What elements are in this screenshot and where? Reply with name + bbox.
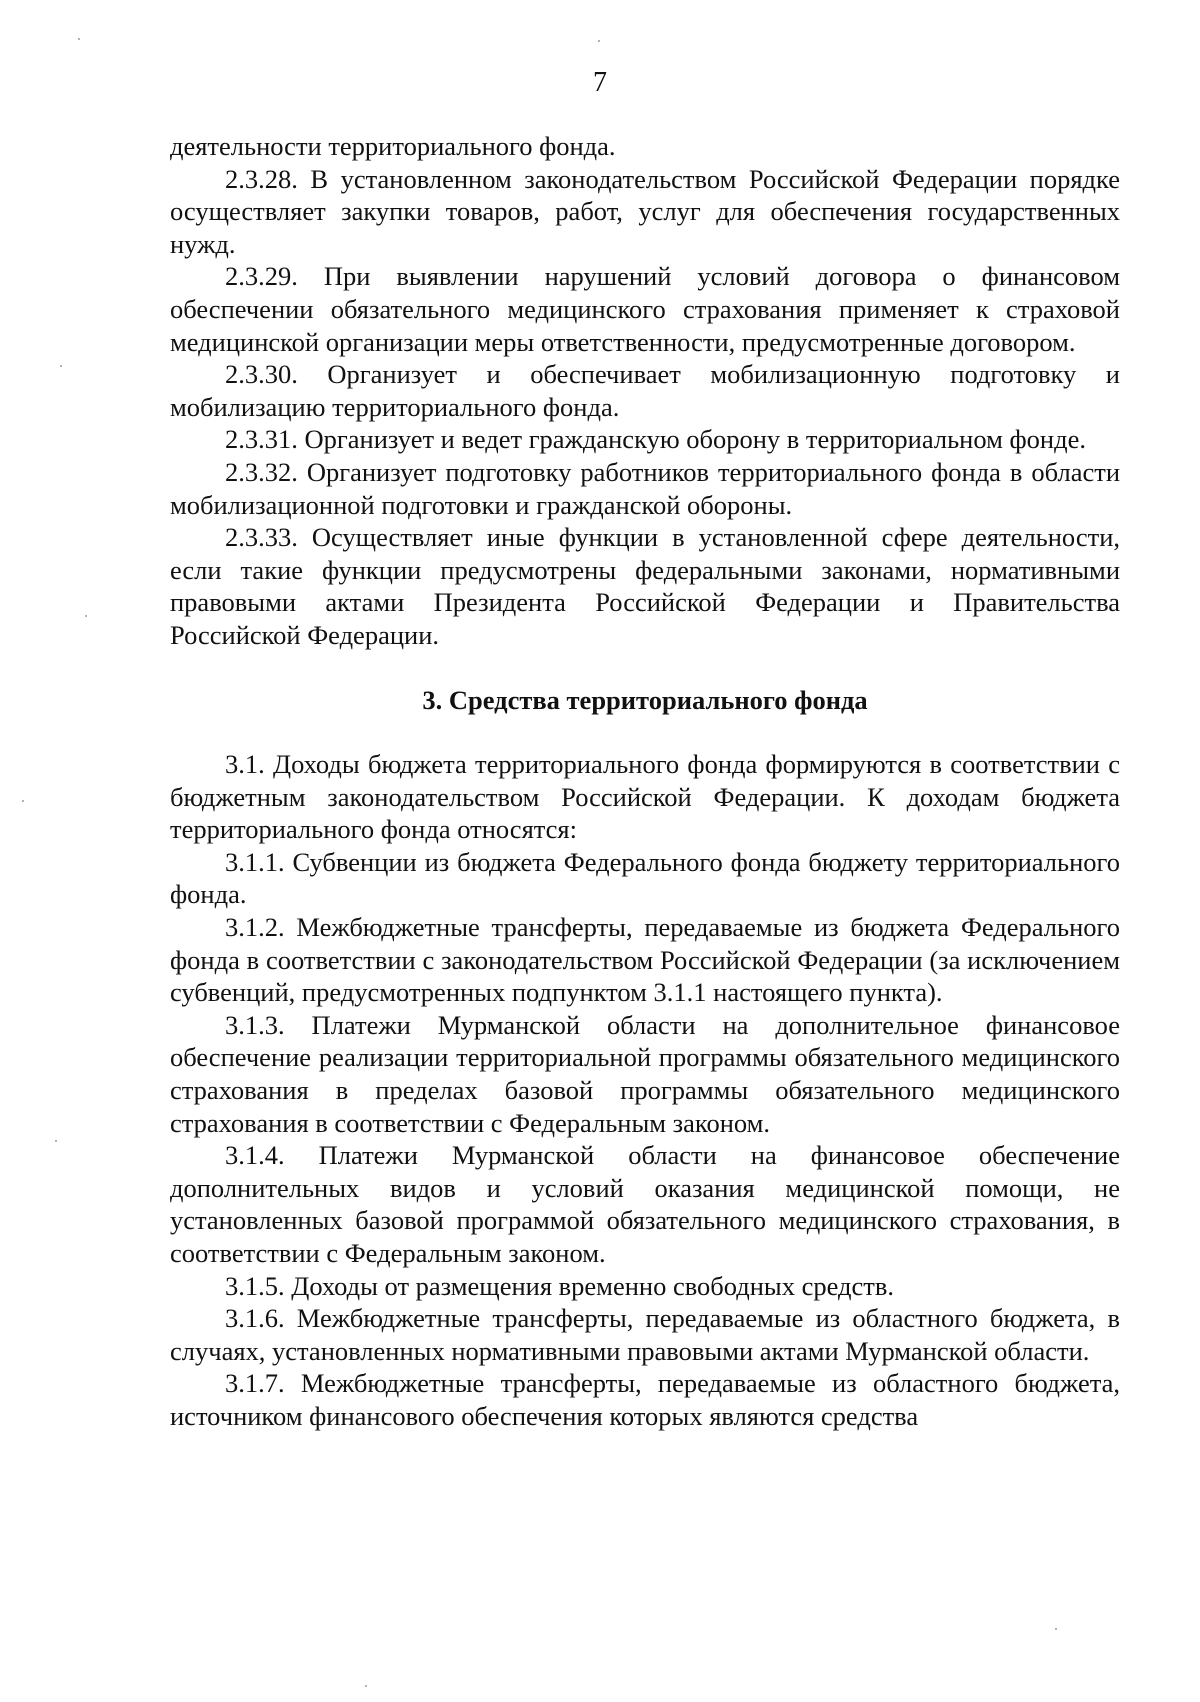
paragraph: деятельности территориального фонда. — [170, 131, 616, 161]
paragraph: 3.1.5. Доходы от размещения временно свободных средств. — [225, 1270, 894, 1301]
document-body — [170, 130, 1120, 1433]
scan-speck — [78, 38, 80, 40]
paragraph: 2.3.32. Организует подготовку работников территориального фонда в области мобилизационной подготовки и гражданской обороны. — [170, 456, 1120, 520]
paragraph: 3.1.7. Межбюджетные трансферты, передаваемые из областного бюджета, источником финансового обеспечения которых являются средства — [170, 1368, 1120, 1431]
page-number: 7 — [593, 67, 607, 98]
scan-speck — [85, 615, 87, 617]
section-2-paragraphs — [170, 130, 1120, 652]
section-3-paragraphs — [170, 748, 1120, 1432]
paragraph: 3.1.1. Субвенции из бюджета Федерального фонда бюджету территориального фонда. — [170, 846, 1120, 910]
paragraph: 2.3.28. В установленном законодательством Российской Федерации порядке осуществляет закупки товаров, работ, услуг для обеспечения государственных нужд. — [170, 163, 1120, 259]
scan-speck — [365, 1685, 367, 1687]
scan-speck — [598, 40, 600, 42]
scan-speck — [55, 1140, 57, 1142]
scan-speck — [22, 800, 24, 802]
paragraph: 2.3.30. Организует и обеспечивает мобилизационную подготовку и мобилизацию территориального фонда. — [170, 359, 1120, 422]
paragraph: 3.1.2. Межбюджетные трансферты, передаваемые из бюджета Федерального фонда в соответствии с законодательством Российской Федерации (за исключением субвенций, предусмотренных подпунктом 3.1.1 настоящего пункта). — [170, 912, 1120, 1008]
paragraph: 2.3.29. При выявлении нарушений условий договора о финансовом обеспечении обязательного медицинского страхования применяет к страховой медицинской организации меры ответственности, предусмотренные договором. — [170, 261, 1120, 357]
paragraph: 3.1. Доходы бюджета территориального фонда формируются в соответствии с бюджетным законодательством Российской Федерации. К доходам бюджета территориального фонда относятся: — [170, 749, 1120, 845]
paragraph: 2.3.33. Осуществляет иные функции в установленной сфере деятельности, если такие функции предусмотрены федеральными законами, нормативными правовыми актами Президента Российской Федерации и Правительства Российской Федерации. — [170, 522, 1120, 650]
section-heading: 3. Средства территориального фонда — [422, 684, 868, 715]
paragraph: 3.1.3. Платежи Мурманской области на дополнительное финансовое обеспечение реализации территориальной программы обязательного медицинского страхования в пределах базовой программы обязательного медицинского страхования в соответствии с Федеральным законом. — [170, 1009, 1120, 1138]
paragraph: 3.1.6. Межбюджетные трансферты, передаваемые из областного бюджета, в случаях, установленных нормативными правовыми актами Мурманской области. — [170, 1303, 1120, 1366]
paragraph: 3.1.4. Платежи Мурманской области на финансовое обеспечение дополнительных видов и условий оказания медицинской помощи, не установленных базовой программой обязательного медицинского страхования, в соответствии с Федеральным законом. — [170, 1140, 1120, 1268]
paragraph: 2.3.31. Организует и ведет гражданскую оборону в территориальном фонде. — [225, 424, 1086, 455]
scan-speck — [60, 365, 62, 367]
scan-speck — [1055, 1628, 1057, 1630]
